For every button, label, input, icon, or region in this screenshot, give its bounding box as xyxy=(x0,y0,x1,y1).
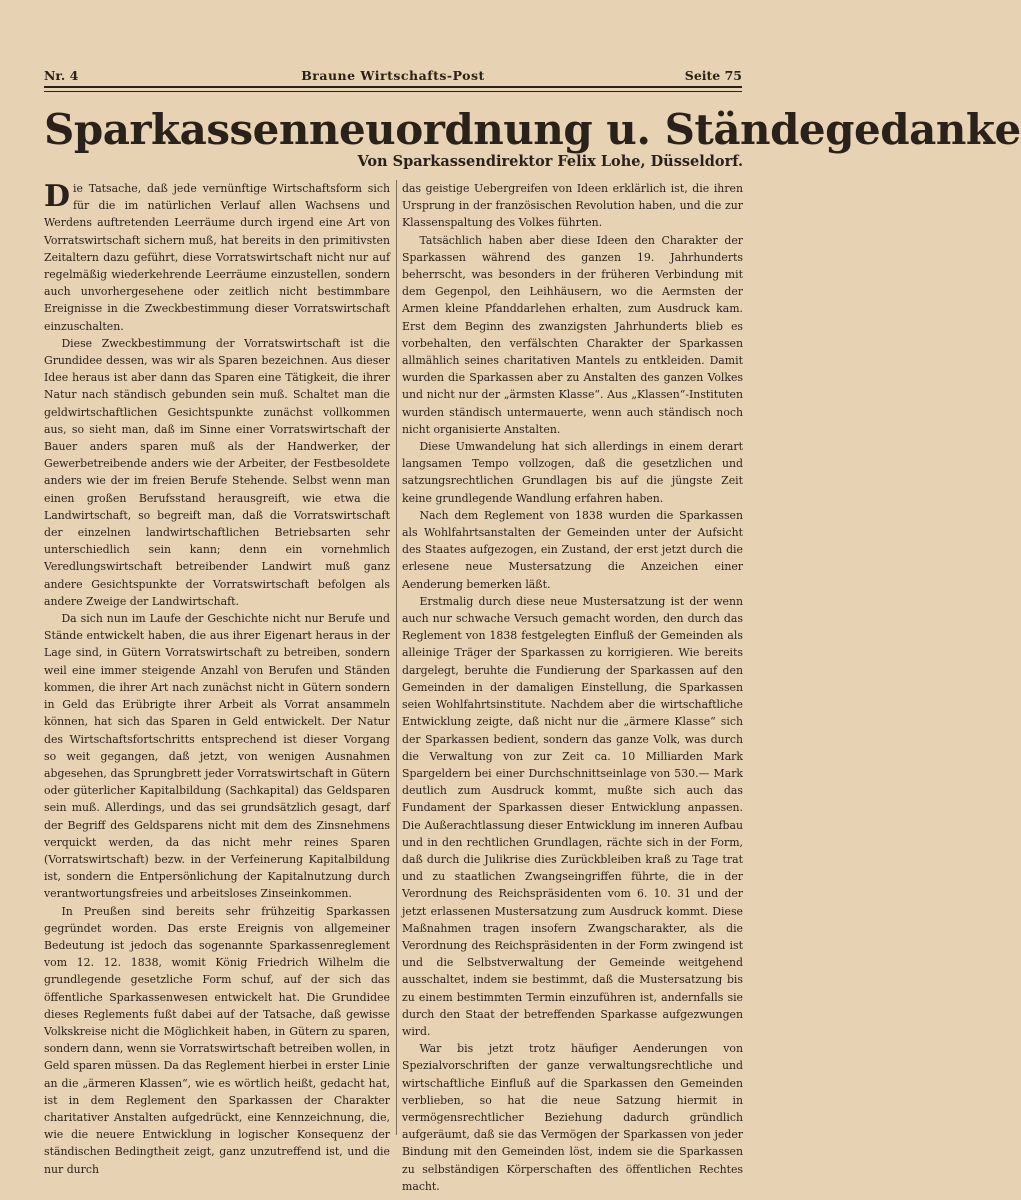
page-number: Seite 75 xyxy=(684,68,742,83)
paragraph-text: ie Tatsache, daß jede vernünftige Wirtschaftsform sich für die im natürlichen Verlauf allen Wachsens und Werdens auftretenden Leerräume durch irgend eine Art von Vorratswirtschaft sichern muß, hat bereits in den primitivsten Zeitaltern dazu geführt, diese Vorratswirtschaft nicht nur auf regelmäßig wiederkehrende Leerräume einzustellen, sondern auch unvorhergesehene oder zeitlich nicht bestimmbare Ereignisse in die Zweckbestimmung dieser Vorratswirtschaft einzuschalten. xyxy=(44,182,390,333)
paragraph: In Preußen sind bereits sehr frühzeitig Sparkassen gegründet worden. Das erste Ereignis von allgemeiner Bedeutung ist jedoch das sogenannte Sparkassenreglement vom 12. 12. 1838, womit König Friedrich Wilhelm die grundlegende gesetzliche Form schuf, auf der sich das öffentliche Sparkassenwesen entwickelt hat. Die Grundidee dieses Reglements fußt dabei auf der Tatsache, daß gewisse Volkskreise nicht die Möglichkeit haben, in Gütern zu sparen, sondern dann, wenn sie Vorratswirtschaft betreiben wollen, in Geld sparen müssen. Da das Reglement hierbei in erster Linie an die „ärmeren Klassen“, wie es wörtlich heißt, gedacht hat, ist in dem Reglement den Sparkassen der Charakter charitativer Anstalten aufgedrückt, eine Kennzeichnung, die, wie die neuere Entwicklung in logischer Konsequenz der ständischen Bedingtheit zeigt, ganz unzutreffend ist, und die nur durch xyxy=(44,904,390,1176)
header-rule-thin xyxy=(44,91,742,92)
drop-cap: D xyxy=(44,179,71,214)
paragraph: Diese Zweckbestimmung der Vorratswirtschaft ist die Grundidee dessen, was wir als Sparen bezeichnen. Aus dieser Idee heraus ist aber dann das Sparen eine Tätigkeit, die ihrer Natur nach ständisch gebunden sein muß. Schaltet man die geldwirtschaftlichen Gesichtspunkte zunächst vollkommen aus, so sieht man, daß im Sinne einer Vorratswirtschaft der Bauer anders sparen muß als der Handwerker, der Gewerbetreibende anders wie der Arbeiter, der Festbesoldete anders wie der im freien Berufe Stehende. Selbst wenn man einen großen Berufsstand herausgreift, wie etwa die Landwirtschaft, so begreift man, daß die Vorratswirtschaft der einzelnen landwirtschaftlichen Betriebsarten sehr unterschiedlich sein kann; denn ein vornehmlich Veredlungswirtschaft betreibender Landwirt muß ganz andere Gesichtspunkte der Vorratswirtschaft befolgen als andere Zweige der Landwirtschaft. xyxy=(44,336,390,608)
header-rule-thick xyxy=(44,86,742,88)
article-title: Sparkassenneuordnung u. Ständegedanke xyxy=(44,105,1021,154)
paragraph: War bis jetzt trotz häufiger Aenderungen von Spezialvorschriften der ganze verwaltungsrechtliche und wirtschaftliche Einfluß auf die Sparkassen den Gemeinden verblieben, so hat die neue Satzung hiermit in vermögensrechtlicher Beziehung dadurch gründlich aufgeräumt, daß sie das Vermögen der Sparkassen von jeder Bindung mit den Gemeinden löst, indem sie die Sparkassen zu selbständigen Körperschaften des öffentlichen Rechtes macht. xyxy=(402,1042,743,1193)
paragraph xyxy=(44,180,390,335)
paragraph: Erstmalig durch diese neue Mustersatzung ist der wenn auch nur schwache Versuch gemacht worden, den durch das Reglement von 1838 festgelegten Einfluß der Gemeinden als alleinige Träger der Sparkassen zu korrigieren. Wie bereits dargelegt, beruhte die Fundierung der Sparkassen auf den Gemeinden in der damaligen Einstellung, die Sparkassen seien Wohlfahrtsinstitute. Nachdem aber die wirtschaftliche Entwicklung zeigte, daß nicht nur die „ärmere Klasse“ sich der Sparkassen bedient, sondern das ganze Volk, was durch die Verwaltung von zur Zeit ca. 10 Milliarden Mark Spargeldern bei einer Durchschnittseinlage von 530.— Mark deutlich zum Ausdruck kommt, mußte sich auch das Fundament der Sparkassen dieser Entwicklung anpassen. Die Außerachtlassung dieser Entwicklung im inneren Aufbau und in den rechtlichen Grundlagen, rächte sich in der Form, daß durch die Julikrise dies Zurückbleiben kraß zu Tage trat und zu staatlichen Zwangseingriffen führte, die in der Verordnung des Reichspräsidenten vom 6. 10. 31 und der jetzt erlassenen Mustersatzung zum Ausdruck kommt. Diese Maßnahmen tragen insofern Zwangscharakter, als die Verordnung des Reichspräsidenten in der Form zwingend ist und die Selbstverwaltung der Gemeinde weitgehend ausschaltet, indem sie bestimmt, daß die Mustersatzung bis zu einem bestimmten Termin einzuführen ist, andernfalls sie durch den Staat der betreffenden Sparkasse aufgezwungen wird. xyxy=(402,594,743,1038)
page-header xyxy=(44,68,742,86)
paragraph: das geistige Uebergreifen von Ideen erklärlich ist, die ihren Ursprung in der französischen Revolution haben, und die zur Klassenspaltung des Volkes führten. xyxy=(402,182,743,230)
text-column-left xyxy=(44,179,390,1176)
paragraph: Diese Umwandelung hat sich allerdings in einem derart langsamen Tempo vollzogen, daß die gesetzlichen und satzungsrechtlichen Grundlagen bis auf die jüngste Zeit keine grundlegende Wandlung erfahren haben. xyxy=(402,440,743,505)
column-divider xyxy=(396,180,397,1135)
journal-name: Braune Wirtschafts-Post xyxy=(301,68,485,83)
paragraph: Da sich nun im Laufe der Geschichte nicht nur Berufe und Stände entwickelt haben, die aus ihrer Eigenart heraus in der Lage sind, in Gütern Vorratswirtschaft zu betreiben, sondern weil eine immer steigende Anzahl von Berufen und Ständen kommen, die ihrer Art nach zunächst nicht in Gütern sondern in Geld das Erübrigte ihrer Arbeit als Vorrat ansammeln können, hat sich das Sparen in Geld entwickelt. Der Natur des Wirtschaftsfortschritts entsprechend ist dieser Vorgang so weit gegangen, daß jetzt, von wenigen Ausnahmen abgesehen, das Sprungbrett jeder Vorratswirtschaft in Gütern oder güterlicher Kapitalbildung (Sachkapital) das Geldsparen sein muß. Allerdings, und das sei grundsätzlich gesagt, darf der Begriff des Geldsparens nicht mit dem des Zinsnehmens verquickt werden, da das nicht mehr reines Sparen (Vorratswirtschaft) bezw. in der Verfeinerung Kapitalbildung ist, sondern die Entpersönlichung der Kapitalnutzung durch verantwortungsfreies und arbeitsloses Zinseinkommen. xyxy=(44,612,390,901)
issue-number: Nr. 4 xyxy=(44,68,79,83)
article-byline: Von Sparkassendirektor Felix Lohe, Düsseldorf. xyxy=(357,153,743,170)
text-column-right xyxy=(402,180,743,1193)
paragraph: Nach dem Reglement von 1838 wurden die Sparkassen als Wohlfahrtsanstalten der Gemeinden unter der Aufsicht des Staates aufgezogen, ein Zustand, der erst jetzt durch die erlesene neue Mustersatzung die Anzeichen einer Aenderung bemerken läßt. xyxy=(402,508,743,591)
paragraph: Tatsächlich haben aber diese Ideen den Charakter der Sparkassen während des ganzen 19. Jahrhunderts beherrscht, was besonders in der früheren Verbindung mit dem Gegenpol, den Leihhäusern, wo die Aermsten der Armen kleine Pfanddarlehen erhalten, zum Ausdruck kam. Erst dem Beginn des zwanzigsten Jahrhunderts blieb es vorbehalten, den verfälschten Charakter der Sparkassen allmählich seines charitativen Mantels zu entkleiden. Damit wurden die Sparkassen aber zu Anstalten des ganzen Volkes und nicht nur der „ärmsten Klasse“. Aus „Klassen“-Instituten wurden ständisch untermauerte, wenn auch ständisch noch nicht organisierte Anstalten. xyxy=(402,233,743,436)
